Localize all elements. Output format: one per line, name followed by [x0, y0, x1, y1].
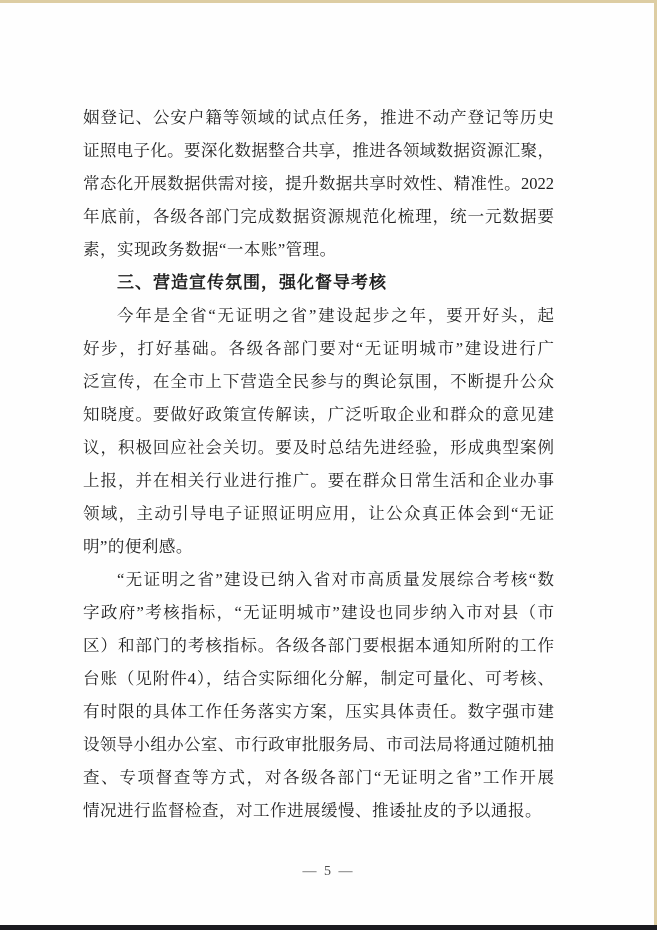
body-line: 有时限的具体工作任务落实方案，压实具体责任。数字强市建 [83, 702, 554, 721]
document-text-block [83, 101, 554, 827]
body-line: 台账（见附件4），结合实际细化分解，制定可量化、可考核、 [83, 669, 554, 688]
body-line: 泛宣传，在全市上下营造全民参与的舆论氛围，不断提升公众 [83, 372, 554, 391]
body-line: 字政府”考核指标，“无证明城市”建设也同步纳入市对县（市 [83, 603, 554, 622]
body-line: 姻登记、公安户籍等领域的试点任务，推进不动产登记等历史 [83, 108, 554, 127]
body-line: 素，实现政务数据“一本账”管理。 [83, 240, 337, 259]
body-line: 查、专项督查等方式，对各级各部门“无证明之省”工作开展 [83, 768, 554, 787]
page-bottom-edge [0, 925, 657, 930]
page-number: — 5 — [302, 864, 355, 879]
body-line: 知晓度。要做好政策宣传解读，广泛听取企业和群众的意见建 [83, 405, 554, 424]
section-heading: 三、营造宣传氛围，强化督导考核 [117, 273, 387, 292]
body-line: 设领导小组办公室、市行政审批服务局、市司法局将通过随机抽 [83, 735, 554, 754]
body-line: 好步，打好基础。各级各部门要对“无证明城市”建设进行广 [83, 339, 554, 358]
body-line: 上报，并在相关行业进行推广。要在群众日常生活和企业办事 [83, 471, 554, 490]
body-line: 明”的便利感。 [83, 537, 193, 556]
body-line: 区）和部门的考核指标。各级各部门要根据本通知所附的工作 [83, 636, 554, 655]
body-line: 今年是全省“无证明之省”建设起步之年，要开好头，起 [117, 306, 554, 325]
body-line: 领域，主动引导电子证照证明应用，让公众真正体会到“无证 [83, 504, 554, 523]
page-top-edge [0, 0, 657, 3]
body-line: 情况进行监督检查，对工作进展缓慢、推诿扯皮的予以通报。 [83, 801, 542, 820]
body-line: 常态化开展数据供需对接，提升数据共享时效性、精准性。2022 [83, 174, 554, 193]
body-line: 证照电子化。要深化数据整合共享，推进各领域数据资源汇聚， [83, 141, 554, 160]
body-line: “无证明之省”建设已纳入省对市高质量发展综合考核“数 [117, 570, 554, 589]
body-line: 年底前，各级各部门完成数据资源规范化梳理，统一元数据要 [83, 207, 554, 226]
body-line: 议，积极回应社会关切。要及时总结先进经验，形成典型案例 [83, 438, 554, 457]
